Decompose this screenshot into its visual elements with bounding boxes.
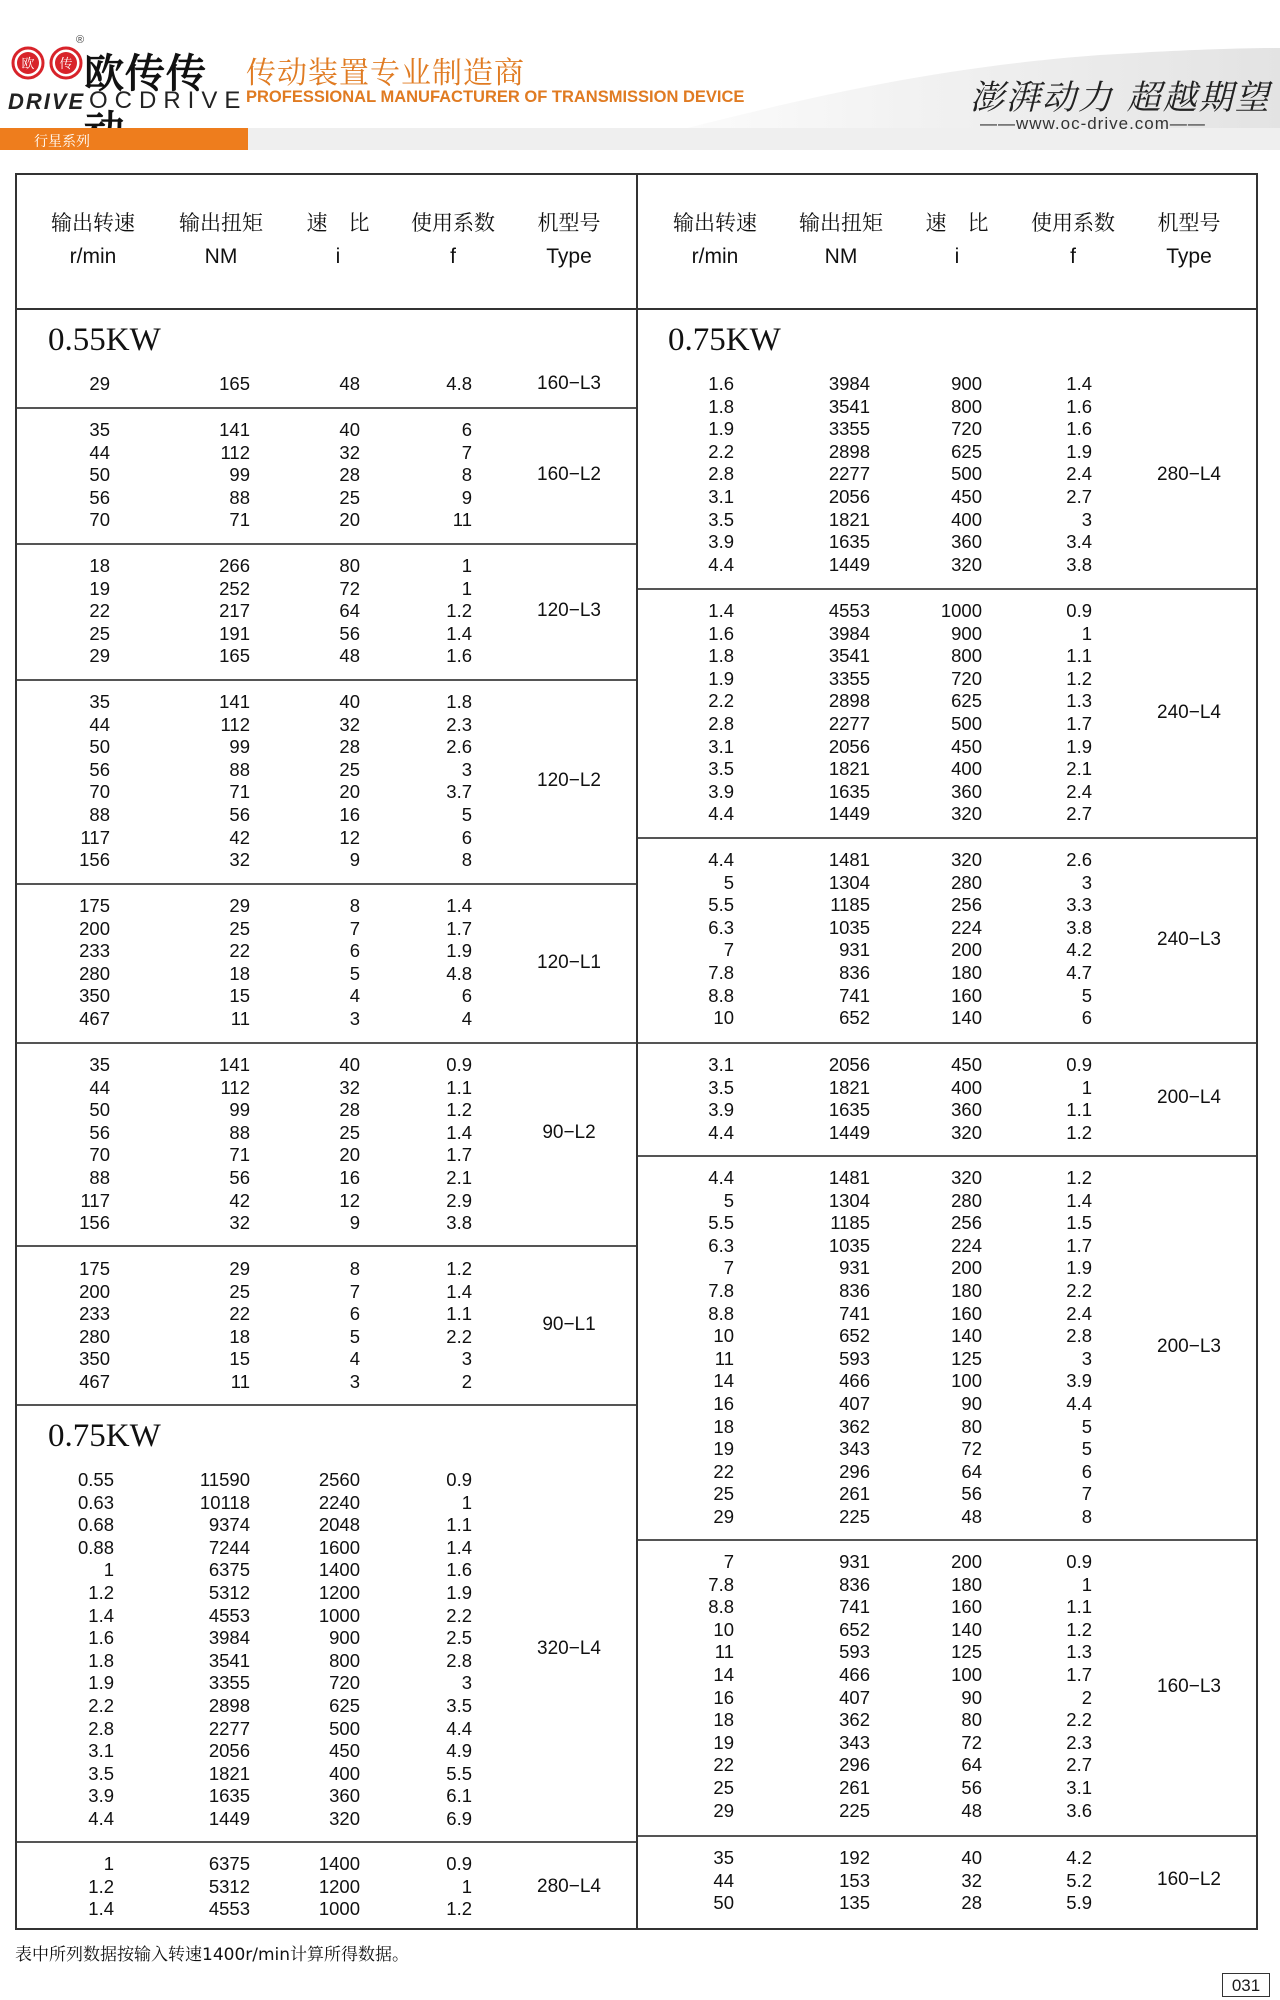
left-group-160-l2-factor: 6 7 8 9 11 [452,419,472,531]
right-header-speed-unit: r/min [691,245,739,268]
right-group-240-l4-factor: 0.9 1 1.1 1.2 1.3 1.7 1.9 2.1 2.4 2.7 [1066,600,1092,825]
page-number: 031 [1222,1973,1270,1997]
right-header-speed: 输出转速 [673,211,757,235]
left-header-speed: 输出转速 [51,211,135,235]
right-group-240-l4-speed: 1.4 1.6 1.8 1.9 2.2 2.8 3.1 3.5 3.9 4.4 [708,600,734,825]
right-group-240-l4-ratio: 1000 900 800 720 625 500 450 400 360 320 [940,600,982,825]
right-group-240-l3-speed: 4.4 5 5.5 6.3 7 7.8 8.8 10 [708,849,734,1029]
right-group-280-l4-factor: 1.4 1.6 1.6 1.9 2.4 2.7 3 3.4 3.8 [1066,373,1092,575]
right-group-160-l2-factor: 4.2 5.2 5.9 [1066,1847,1092,1914]
right-group-200-l4-ratio: 450 400 360 320 [951,1054,982,1143]
right-group-160-l3-speed: 7 7.8 8.8 10 11 14 16 18 19 22 25 29 [708,1551,734,1821]
left-group-160-l3-factor: 4.8 [446,373,472,394]
left-header-torque: 输出扭矩 [179,211,263,235]
left-group-90-l2-factor: 0.9 1.1 1.2 1.4 1.7 2.1 2.9 3.8 [446,1054,472,1234]
right-group-200-l3-torque: 1481 1304 1185 1035 931 836 741 652 593 466 407 362 343 296 261 225 [828,1167,870,1527]
website-url: ——www.oc-drive.com—— [980,114,1206,133]
right-group-160-l3-ratio: 200 180 160 140 125 100 90 80 72 64 56 48 [951,1551,982,1821]
left-group-120-l1-ratio: 8 7 6 5 4 3 [349,895,360,1029]
left-group-280-l4-ratio: 1400 1200 1000 [318,1853,360,1920]
left-group-160-l2-speed: 35 44 50 56 70 [89,419,110,531]
left-header-type: 机型号 [537,211,601,235]
right-header-factor: 使用系数 [1031,211,1115,235]
left-header-speed-unit: r/min [69,245,117,268]
left-group-90-l2-torque: 141 112 99 88 71 56 42 32 [219,1054,250,1234]
right-row-separator [638,1042,1256,1044]
left-group-120-l1-torque: 29 25 22 18 15 11 [229,895,250,1029]
left-group-120-l1-speed: 175 200 233 280 350 467 [79,895,110,1029]
left-header-type-en: Type [546,245,592,268]
right-header-torque-unit: NM [824,245,858,268]
right-group-160-l3-factor: 0.9 1 1.1 1.2 1.3 1.7 2 2.2 2.3 2.7 3.1 3.6 [1066,1551,1092,1821]
right-group-160-l2-speed: 35 44 50 [713,1847,734,1914]
left-row-separator [17,1042,636,1044]
right-group-240-l3-factor: 2.6 3 3.3 3.8 4.2 4.7 5 6 [1066,849,1092,1029]
right-row-separator [638,837,1256,839]
left-group-120-l2-speed: 35 44 50 56 70 88 117 156 [79,691,110,871]
table-header-divider [15,308,1258,310]
right-group-240-l4-torque: 4553 3984 3541 3355 2898 2277 2056 1821 1635 1449 [828,600,870,825]
right-group-200-l4-speed: 3.1 3.5 3.9 4.4 [708,1054,734,1143]
left-row-separator [17,1841,636,1843]
left-group-90-l1-factor: 1.2 1.4 1.1 2.2 3 2 [446,1258,472,1392]
right-group-200-l4-torque: 2056 1821 1635 1449 [828,1054,870,1143]
left-group-280-l4-type: 280−L4 [537,1876,601,1897]
registered-mark: ® [76,34,85,46]
left-group-120-l3-type: 120−L3 [537,600,601,621]
left-group-90-l1-type: 90−L1 [542,1314,596,1335]
right-group-200-l4-factor: 0.9 1 1.1 1.2 [1066,1054,1092,1143]
right-row-separator [638,1155,1256,1157]
left-group-90-l2-type: 90−L2 [542,1122,596,1143]
left-section-title-075kw: 0.75KW [48,1418,161,1454]
left-group-280-l4-torque: 6375 5312 4553 [208,1853,250,1920]
left-group-120-l3-speed: 18 19 22 25 29 [89,555,110,667]
right-group-280-l4-type: 280−L4 [1157,464,1221,485]
right-group-280-l4-speed: 1.6 1.8 1.9 2.2 2.8 3.1 3.5 3.9 4.4 [708,373,734,575]
left-group-90-l1-ratio: 8 7 6 5 4 3 [349,1258,360,1392]
right-row-separator [638,1835,1256,1837]
left-group-160-l2-torque: 141 112 99 88 71 [219,419,250,531]
left-header-ratio-unit: i [335,245,341,268]
left-group-120-l3-torque: 266 252 217 191 165 [219,555,250,667]
left-group-120-l3-ratio: 80 72 64 56 48 [339,555,360,667]
left-group-160-l3-type: 160−L3 [537,373,601,394]
left-row-separator [17,883,636,885]
right-group-240-l4-type: 240−L4 [1157,702,1221,723]
left-group-280-l4-speed: 1 1.2 1.4 [88,1853,114,1920]
left-group-320-l4-type: 320−L4 [537,1638,601,1659]
left-group-90-l1-speed: 175 200 233 280 350 467 [79,1258,110,1392]
left-header-ratio: 速 比 [306,211,370,235]
series-tab [0,128,248,150]
left-row-separator [17,1404,636,1406]
left-group-90-l1-torque: 29 25 22 18 15 11 [229,1258,250,1392]
right-row-separator [638,588,1256,590]
logo-chinese-name: 欧传传 [84,51,207,97]
right-group-200-l3-factor: 1.2 1.4 1.5 1.7 1.9 2.2 2.4 2.8 3 3.9 4.4 5 5 6 7 8 [1066,1167,1092,1527]
gear-char-2: 传 [59,57,73,72]
left-group-120-l2-type: 120−L2 [537,770,601,791]
left-group-320-l4-torque: 11590 10118 9374 7244 6375 5312 4553 3984 3541 3355 2898 2277 2056 1821 1635 1449 [199,1469,250,1829]
slogan: 澎湃动力 超越期望 [970,78,1271,118]
company-logo [4,34,248,114]
left-group-120-l3-factor: 1 1 1.2 1.4 1.6 [446,555,472,667]
left-row-separator [17,407,636,409]
left-group-160-l2-type: 160−L2 [537,464,601,485]
right-group-160-l2-type: 160−L2 [1157,1869,1221,1890]
left-row-separator [17,679,636,681]
left-group-90-l2-ratio: 40 32 28 25 20 16 12 9 [339,1054,360,1234]
right-group-240-l3-ratio: 320 280 256 224 200 180 160 140 [951,849,982,1029]
right-group-240-l3-type: 240−L3 [1157,929,1221,950]
page-header [0,0,1280,150]
gear-char-1: 欧 [21,57,35,72]
left-group-120-l1-factor: 1.4 1.7 1.9 4.8 6 4 [446,895,472,1029]
left-group-160-l3-torque: 165 [219,373,250,394]
series-label: 行星系列 [34,133,90,149]
right-group-160-l2-ratio: 40 32 28 [961,1847,982,1914]
logo-english-name: OCDRIVE [89,87,248,114]
left-header-torque-unit: NM [204,245,238,268]
right-group-200-l3-speed: 4.4 5 5.5 6.3 7 7.8 8.8 10 11 14 16 18 19 22 25 29 [708,1167,734,1527]
logo-english-drive: DRIVE [8,89,86,114]
tagline-chinese: 传动装置专业制造商 [246,56,525,91]
table-center-divider [636,173,638,1930]
right-section-title-075kw: 0.75KW [668,322,781,358]
right-header-torque: 输出扭矩 [799,211,883,235]
right-group-200-l4-type: 200−L4 [1157,1087,1221,1108]
left-group-280-l4-factor: 0.9 1 1.2 [446,1853,472,1920]
right-group-160-l3-torque: 931 836 741 652 593 466 407 362 343 296 261 225 [839,1551,870,1821]
right-header-type-en: Type [1166,245,1212,268]
left-group-160-l3-ratio: 48 [339,373,360,394]
left-header-factor-unit: f [450,245,456,268]
right-header-ratio: 速 比 [925,211,989,235]
left-group-120-l1-type: 120−L1 [537,952,601,973]
right-group-200-l3-type: 200−L3 [1157,1336,1221,1357]
left-header-factor: 使用系数 [411,211,495,235]
left-group-120-l2-torque: 141 112 99 88 71 56 42 32 [219,691,250,871]
right-group-280-l4-ratio: 900 800 720 625 500 450 400 360 320 [951,373,982,575]
right-header-factor-unit: f [1070,245,1076,268]
left-group-160-l2-ratio: 40 32 28 25 20 [339,419,360,531]
right-group-280-l4-torque: 3984 3541 3355 2898 2277 2056 1821 1635 1449 [828,373,870,575]
right-header-type: 机型号 [1157,211,1221,235]
left-group-320-l4-speed: 0.55 0.63 0.68 0.88 1 1.2 1.4 1.6 1.8 1.9 2.2 2.8 3.1 3.5 3.9 4.4 [77,1469,114,1829]
left-group-90-l2-speed: 35 44 50 56 70 88 117 156 [79,1054,110,1234]
left-row-separator [17,1245,636,1247]
left-group-160-l3-speed: 29 [89,373,110,394]
right-group-240-l3-torque: 1481 1304 1185 1035 931 836 741 652 [828,849,870,1029]
left-group-320-l4-factor: 0.9 1 1.1 1.4 1.6 1.9 2.2 2.5 2.8 3 3.5 4.4 4.9 5.5 6.1 6.9 [446,1469,472,1829]
left-section-title-055kw: 0.55KW [48,322,161,358]
left-row-separator [17,543,636,545]
right-group-160-l2-torque: 192 153 135 [839,1847,870,1914]
left-group-320-l4-ratio: 2560 2240 2048 1600 1400 1200 1000 900 800 720 625 500 450 400 360 320 [318,1469,360,1829]
right-header-ratio-unit: i [954,245,960,268]
right-group-200-l3-ratio: 320 280 256 224 200 180 160 140 125 100 90 80 72 64 56 48 [951,1167,982,1527]
right-row-separator [638,1539,1256,1541]
left-group-120-l2-factor: 1.8 2.3 2.6 3 3.7 5 6 8 [446,691,472,871]
right-group-160-l3-type: 160−L3 [1157,1676,1221,1697]
left-group-120-l2-ratio: 40 32 28 25 20 16 12 9 [339,691,360,871]
footer-note: 表中所列数据按输入转速1400r/min计算所得数据。 [15,1945,410,1965]
tagline-english: PROFESSIONAL MANUFACTURER OF TRANSMISSION DEVICE [246,88,745,106]
